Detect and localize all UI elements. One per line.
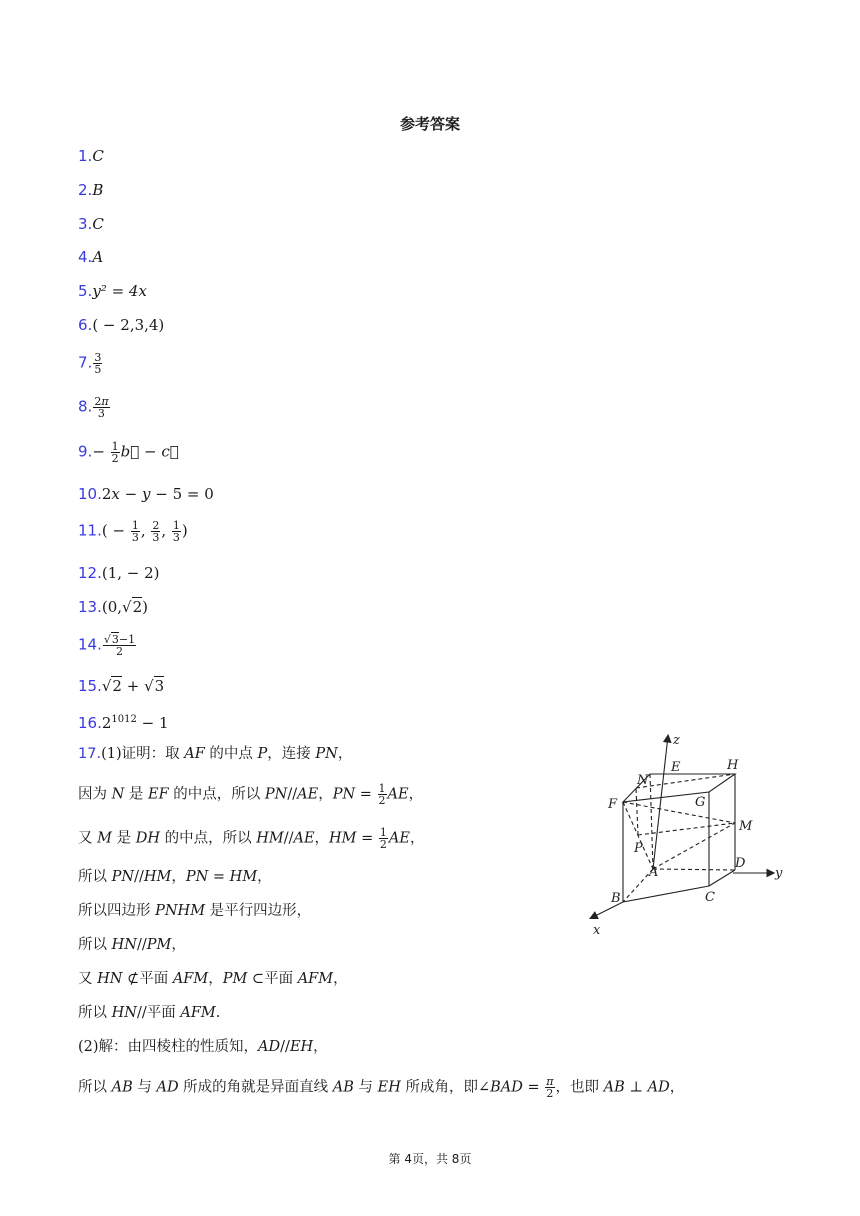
q17-line-6: 所以 HN//PM， bbox=[78, 937, 186, 953]
q17-line-4: 所以 PN//HM，PN = HM， bbox=[78, 869, 272, 885]
answer-4 bbox=[78, 248, 103, 266]
answer-11: 11.( − $\frac{1}{3}$ , $\frac{2}{3}$ , $\frac{1}{3}$ ) bbox=[78, 519, 188, 544]
answer-number: 11. bbox=[78, 521, 102, 540]
page-footer: 第 4页，共 8页 bbox=[388, 1152, 472, 1166]
q17-line-9: (2)解：由四棱柱的性质知，AD//EH， bbox=[78, 1039, 328, 1055]
answer-number: 10. bbox=[78, 485, 102, 503]
answer-text: (1, − 2) bbox=[101, 564, 160, 582]
answer-8 bbox=[78, 396, 111, 419]
label-x: x bbox=[593, 923, 601, 938]
label-H: H bbox=[727, 758, 739, 773]
answer-text: C bbox=[92, 147, 104, 165]
q17-line-2: 因为 N 是 EF 的中点，所以 PN//AE，PN = $\frac{1}{2}$ AE， bbox=[78, 782, 424, 807]
label-F: F bbox=[608, 797, 618, 812]
q17-line-7: 又 HN ⊄平面 AFM，PM ⊂平面 AFM， bbox=[78, 971, 348, 987]
answer-6 bbox=[78, 316, 164, 334]
answer-5 bbox=[78, 282, 147, 300]
label-P: P bbox=[634, 841, 643, 856]
q17-line-10: 所以 AB 与 AD 所成的角就是异面直线 AB 与 EH 所成角，即∠BAD = $\frac{\pi}{2}$ ，也即 AB ⊥ AD， bbox=[78, 1075, 685, 1100]
q17-line-3: 又 M 是 DH 的中点，所以 HM//AE，HM = $\frac{1}{2}$ AE， bbox=[78, 826, 425, 851]
answer-number: 1. bbox=[78, 147, 93, 165]
answer-number: 13. bbox=[78, 598, 102, 616]
answer-number: 4. bbox=[78, 248, 93, 266]
answer-13: 13.(0,√2) bbox=[78, 598, 148, 616]
label-B: B bbox=[611, 891, 621, 906]
label-z: z bbox=[673, 733, 680, 748]
label-N: N bbox=[637, 773, 649, 788]
answer-number: 16. bbox=[78, 714, 102, 732]
answer-number: 7. bbox=[78, 353, 93, 372]
answer-12 bbox=[78, 564, 160, 582]
label-E: E bbox=[671, 760, 681, 775]
answer-number: 12. bbox=[78, 564, 102, 582]
answer-3 bbox=[78, 215, 104, 233]
label-A: A bbox=[649, 865, 659, 880]
label-y: y bbox=[775, 866, 783, 881]
q17-line-8: 所以 HN//平面 AFM. bbox=[78, 1005, 221, 1021]
q17-line-1: 17.(1)证明：取 AF 的中点 P，连接 PN， bbox=[78, 746, 353, 762]
answer-text: 2x − y − 5 = 0 bbox=[101, 485, 214, 503]
answer-number: 9. bbox=[78, 442, 93, 461]
answer-number: 3. bbox=[78, 215, 93, 233]
answer-text: ( − 2,3,4) bbox=[92, 316, 165, 334]
answer-9: 9.− $\frac{1}{2}$ b⃗ − c⃗ bbox=[78, 440, 179, 465]
answer-2 bbox=[78, 181, 103, 199]
answer-text: y² = 4x bbox=[92, 282, 147, 300]
q17-line-5: 所以四边形 PNHM 是平行四边形， bbox=[78, 903, 312, 919]
z-axis bbox=[653, 736, 668, 869]
label-C: C bbox=[705, 890, 715, 905]
label-M: M bbox=[739, 819, 753, 834]
answer-1 bbox=[78, 147, 104, 165]
page-title: 参考答案 bbox=[399, 115, 460, 133]
answer-fraction: $\frac{2\pi}{3}$ bbox=[94, 395, 109, 420]
answer-number: 14. bbox=[78, 635, 102, 654]
answer-number: 15. bbox=[78, 677, 102, 695]
prism-figure bbox=[585, 730, 785, 940]
label-G: G bbox=[695, 795, 706, 810]
answer-15: 15.√2 + √3 bbox=[78, 677, 165, 695]
answer-text: A bbox=[92, 248, 104, 266]
answer-number: 2. bbox=[78, 181, 93, 199]
answer-number: 6. bbox=[78, 316, 93, 334]
answer-text: B bbox=[92, 181, 104, 199]
answer-number: 5. bbox=[78, 282, 93, 300]
answer-14: 14. $\frac{√3-1}{2}$ bbox=[78, 633, 136, 658]
answer-fraction: $\frac{3}{5}$ bbox=[94, 351, 102, 376]
answer-7 bbox=[78, 352, 103, 375]
answer-10 bbox=[78, 485, 214, 503]
label-D: D bbox=[735, 856, 746, 871]
answer-16: $16.2^{1012} - 1$ bbox=[78, 714, 169, 732]
answer-text: C bbox=[92, 215, 104, 233]
answer-number: 8. bbox=[78, 397, 93, 416]
